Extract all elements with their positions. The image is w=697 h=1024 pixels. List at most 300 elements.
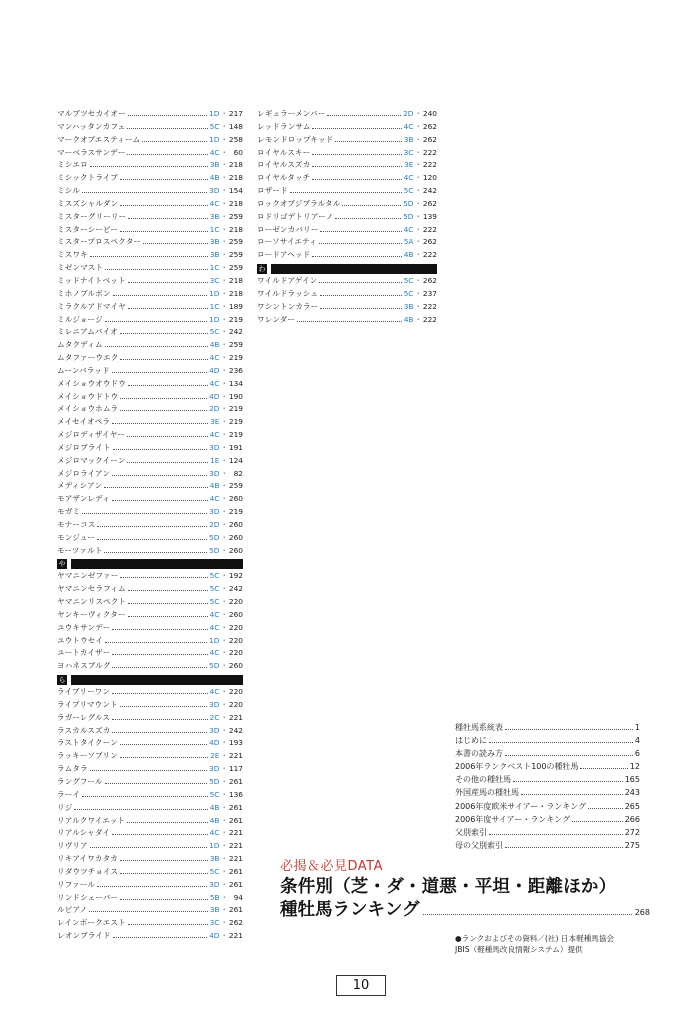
page-ref: 260: [228, 661, 243, 671]
page-ref: 191: [228, 442, 243, 452]
rank-code: 3D: [209, 764, 220, 774]
page-ref: 259: [228, 481, 243, 491]
separator: ・: [220, 378, 228, 388]
index-entry: [57, 789, 243, 802]
page-ref: 236: [228, 365, 243, 375]
leader-dots: [112, 423, 208, 424]
rank-code: 3B: [209, 237, 220, 247]
separator: ・: [414, 211, 422, 221]
horse-name: リアルシャダイ: [57, 828, 111, 838]
index-entry: [57, 172, 243, 185]
separator: ・: [220, 661, 228, 671]
separator: ・: [220, 481, 228, 491]
rank-code: 3D: [209, 879, 220, 889]
leader-dots: [489, 834, 623, 835]
horse-name: ミスターシービー: [57, 224, 119, 234]
toc-item: [455, 773, 640, 786]
toc-page: 165: [624, 775, 640, 785]
horse-name: ミスズシャルダン: [57, 198, 119, 208]
leader-dots: [127, 462, 208, 463]
rank-code: 1C: [209, 301, 220, 311]
separator: ・: [220, 391, 228, 401]
index-entry: [57, 750, 243, 763]
leader-dots: [97, 539, 207, 540]
index-entry: [57, 917, 243, 930]
horse-name: ミッドナイトベット: [57, 275, 126, 285]
rank-code: 3B: [209, 854, 220, 864]
rank-code: 4B: [209, 815, 220, 825]
horse-name: メジロブライト: [57, 442, 111, 452]
separator: ・: [220, 275, 228, 285]
separator: ・: [220, 751, 228, 761]
page-ref: 242: [228, 584, 243, 594]
separator: ・: [220, 571, 228, 581]
horse-name: マルブツセカイオー: [57, 109, 126, 118]
rank-code: 5A: [403, 237, 414, 247]
separator: ・: [220, 314, 228, 324]
rank-code: 5D: [403, 211, 414, 221]
separator: ・: [220, 635, 228, 645]
separator: ・: [414, 186, 422, 196]
feature-page-number: 268: [634, 908, 650, 917]
separator: ・: [414, 224, 422, 234]
index-entry: [57, 776, 243, 789]
index-entry: [57, 737, 243, 750]
separator: ・: [220, 507, 228, 517]
page-ref: 220: [228, 622, 243, 632]
index-entry: [57, 622, 243, 635]
horse-name: ミスタープロスペクター: [57, 237, 142, 247]
horse-name: レッドランサム: [257, 121, 311, 131]
index-entry: [57, 570, 243, 583]
section-bar: [71, 559, 243, 569]
rank-code: 5C: [403, 276, 414, 286]
toc-label: 2006年度欧米サイアー・ランキング: [455, 801, 587, 811]
feature-tag: 必揭＆必見DATA: [280, 859, 383, 874]
horse-name: ラストタイクーン: [57, 738, 118, 748]
rank-code: 3C: [209, 275, 220, 285]
leader-dots: [335, 218, 401, 219]
rank-code: 4C: [209, 622, 220, 632]
feature-block: [280, 858, 650, 921]
index-entry: [57, 262, 243, 275]
horse-name: ローゼンカバリー: [257, 224, 319, 234]
horse-name: リヴリア: [57, 841, 88, 851]
index-entry: [57, 134, 243, 147]
leader-dots: [312, 256, 401, 257]
horse-name: ミラクルアドマイヤ: [57, 301, 126, 311]
rank-code: 5C: [209, 866, 220, 876]
horse-name: ミルジョージ: [57, 314, 103, 324]
leader-dots: [112, 654, 207, 655]
leader-dots: [112, 667, 207, 668]
page-ref: 221: [228, 841, 243, 851]
separator: ・: [220, 841, 228, 851]
separator: ・: [220, 237, 228, 247]
page-ref: 262: [422, 198, 437, 208]
horse-name: ミシックトライブ: [57, 173, 118, 183]
rank-code: 2C: [209, 712, 220, 722]
section-kana: や: [58, 560, 66, 569]
separator: ・: [220, 776, 228, 786]
separator: ・: [220, 365, 228, 375]
leader-dots: [128, 603, 208, 604]
horse-name: ルビアノ: [57, 905, 88, 915]
separator: ・: [220, 250, 228, 260]
toc-item: [455, 839, 640, 852]
index-entry: [57, 147, 243, 160]
rank-code: 3E: [404, 160, 414, 170]
page-ref: 261: [228, 905, 243, 915]
horse-name: ミスターグリーリー: [57, 211, 127, 221]
index-entry: [57, 301, 243, 314]
toc-label: その他の種牡馬: [455, 775, 511, 785]
leader-dots: [128, 115, 207, 116]
horse-name: ミホノブルボン: [57, 288, 111, 298]
index-entry: [57, 391, 243, 404]
leader-dots: [312, 166, 402, 167]
horse-name: メイショウドトウ: [57, 391, 119, 401]
leader-dots: [105, 346, 208, 347]
leader-dots: [112, 475, 207, 476]
page-ref: 262: [422, 276, 437, 286]
toc-page: 12: [629, 762, 640, 772]
toc-page: 4: [634, 736, 640, 746]
rank-code: 2D: [209, 404, 220, 414]
index-entry: [57, 275, 243, 288]
separator: ・: [220, 468, 228, 478]
rank-code: 4D: [209, 365, 220, 375]
separator: ・: [220, 340, 228, 350]
page-ref: 222: [422, 147, 437, 157]
separator: ・: [220, 828, 228, 838]
page-ref: 222: [422, 250, 437, 260]
toc-label: はじめに: [455, 736, 487, 746]
horse-name: ラムタラ: [57, 764, 88, 774]
horse-name: メジロディザイヤー: [57, 430, 126, 440]
leader-dots: [327, 115, 401, 116]
separator: ・: [414, 134, 422, 144]
leader-dots: [105, 269, 207, 270]
separator: ・: [220, 597, 228, 607]
page-ref: 222: [422, 314, 437, 324]
index-entry: [257, 301, 437, 314]
horse-name: モーツァルト: [57, 545, 103, 555]
toc-page: 6: [634, 749, 640, 759]
page-ref: 258: [228, 134, 243, 144]
page-ref: 260: [228, 532, 243, 542]
rank-code: 4C: [209, 687, 220, 697]
horse-name: ムタファーウエク: [57, 353, 119, 363]
rank-code: 5C: [403, 186, 414, 196]
rank-code: 5C: [209, 327, 220, 337]
rank-code: 4B: [209, 173, 220, 183]
separator: ・: [220, 854, 228, 864]
separator: ・: [220, 263, 228, 273]
rank-code: 4C: [403, 224, 414, 234]
leader-dots: [112, 719, 208, 720]
index-entry: [57, 249, 243, 262]
leader-dots: [127, 822, 208, 823]
toc-page: 275: [624, 840, 640, 850]
separator: ・: [220, 301, 228, 311]
page-ref: 94: [233, 892, 243, 902]
leader-dots: [312, 128, 401, 129]
leader-dots: [112, 372, 207, 373]
toc-item: [455, 813, 640, 826]
page-ref: 259: [228, 250, 243, 260]
page-ref: 240: [422, 109, 437, 118]
leader-dots: [320, 308, 401, 309]
page-ref: 222: [422, 301, 437, 311]
leader-dots: [113, 295, 208, 296]
horse-name: ロードアヘッド: [257, 250, 311, 260]
index-entry: [57, 108, 243, 121]
index-entry: [57, 686, 243, 699]
leader-dots: [113, 937, 207, 938]
index-entry: [57, 159, 243, 172]
toc-page: 1: [634, 723, 640, 732]
horse-name: ラングフール: [57, 776, 103, 786]
horse-name: メジロマックイーン: [57, 455, 126, 465]
separator: ・: [414, 301, 422, 311]
rank-code: 2E: [210, 751, 220, 761]
rank-code: 3B: [209, 160, 220, 170]
page-ref: 260: [228, 520, 243, 529]
leader-dots: [90, 166, 208, 167]
page-ref: 134: [228, 378, 243, 388]
credits-line-1: ●ランクおよびその資料／(社) 日本軽種馬協会: [455, 934, 615, 943]
horse-name: ヤマニンセラフィム: [57, 584, 126, 594]
separator: ・: [220, 648, 228, 658]
index-entry: [57, 827, 243, 840]
rank-code: 3D: [209, 468, 220, 478]
section-bar: [71, 675, 243, 685]
rank-code: 4C: [209, 494, 220, 504]
index-entry: [57, 583, 243, 596]
rank-code: 4C: [209, 198, 220, 208]
section-bar: [271, 264, 437, 274]
rank-code: 3B: [209, 905, 220, 915]
index-entry: [57, 468, 243, 481]
horse-name: ラスカルスズカ: [57, 725, 111, 735]
index-entry: [257, 108, 437, 121]
rank-code: 4C: [209, 609, 220, 619]
leader-dots: [74, 809, 207, 810]
feature-title-line2: 種牡馬ランキング: [280, 900, 420, 920]
page-ref: 189: [228, 301, 243, 311]
separator: ・: [414, 160, 422, 170]
separator: ・: [220, 789, 228, 799]
horse-name: ミスワキ: [57, 250, 88, 260]
horse-name: メジロライアン: [57, 468, 111, 478]
rank-code: 5D: [209, 776, 220, 786]
separator: ・: [414, 173, 422, 183]
horse-name: メイショウホムラ: [57, 404, 119, 414]
index-entry: [57, 545, 243, 558]
leader-dots: [505, 847, 623, 848]
separator: ・: [220, 494, 228, 504]
page-ref: 218: [228, 160, 243, 170]
page-ref: 262: [228, 918, 243, 928]
horse-name: モアザンレディ: [57, 494, 110, 504]
toc-page: 243: [624, 788, 640, 798]
horse-name: リキアイワカタカ: [57, 854, 118, 864]
horse-name: ワイルドラッシュ: [257, 288, 319, 298]
page-ref: 260: [228, 545, 243, 555]
rank-code: 1D: [209, 635, 220, 645]
horse-name: ミシル: [57, 186, 80, 196]
leader-dots: [319, 282, 401, 283]
index-entry: [57, 725, 243, 738]
feature-title-row: [280, 899, 650, 921]
rank-code: 3C: [209, 918, 220, 928]
index-entry: [57, 480, 243, 493]
rank-code: 5D: [209, 532, 220, 542]
page-ref: 220: [228, 699, 243, 709]
rank-code: 5D: [209, 661, 220, 671]
index-column-2: [257, 108, 437, 326]
page-ref: 192: [228, 571, 243, 581]
leader-dots: [127, 128, 207, 129]
horse-name: マーベラスサンデー: [57, 147, 126, 157]
index-entry: [57, 288, 243, 301]
page-ref: 218: [228, 275, 243, 285]
page-ref: 120: [422, 173, 437, 183]
leader-dots: [82, 513, 207, 514]
page-ref: 222: [422, 224, 437, 234]
leader-dots: [128, 385, 208, 386]
rank-code: 4C: [209, 828, 220, 838]
index-entry: [57, 365, 243, 378]
horse-name: ロックオブジブラルタル: [257, 198, 341, 208]
index-entry: [57, 326, 243, 339]
toc-page: 265: [624, 801, 640, 811]
index-entry: [257, 134, 437, 147]
page-ref: 219: [228, 314, 243, 324]
index-entry: [257, 275, 437, 288]
leader-dots: [120, 410, 207, 411]
toc-label: 2006年度サイアー・ランキング: [455, 814, 571, 824]
separator: ・: [220, 584, 228, 594]
rank-code: 4C: [209, 378, 220, 388]
rank-code: 3D: [209, 442, 220, 452]
rank-code: 3B: [403, 134, 414, 144]
page-ref: 117: [228, 764, 243, 774]
horse-name: ロイヤルスズカ: [257, 160, 311, 170]
page-ref: 260: [228, 609, 243, 619]
rank-code: 4D: [209, 738, 220, 748]
index-entry: [57, 429, 243, 442]
leader-dots: [112, 629, 207, 630]
page-ref: 218: [228, 224, 243, 234]
toc-page: 272: [624, 827, 640, 837]
leader-dots: [120, 231, 208, 232]
page-ref: 220: [228, 597, 243, 607]
index-entry: [257, 211, 437, 224]
rank-code: 4C: [209, 430, 220, 440]
separator: ・: [220, 545, 228, 555]
toc-label: 2006年ランクベスト100の種牡馬: [455, 762, 579, 772]
page-ref: 262: [422, 237, 437, 247]
horse-name: ワレンダー: [257, 314, 295, 324]
index-entry: [57, 904, 243, 917]
index-entry: [57, 802, 243, 815]
horse-name: メディシアン: [57, 481, 103, 491]
toc-item: [455, 760, 640, 773]
leader-dots: [120, 205, 207, 206]
page-ref: 220: [228, 687, 243, 697]
separator: ・: [220, 198, 228, 208]
leader-dots: [120, 860, 208, 861]
horse-name: ロザード: [257, 186, 288, 196]
rank-code: 5C: [209, 584, 220, 594]
rank-code: 2D: [403, 109, 414, 118]
separator: ・: [220, 186, 228, 196]
toc-label: 種牡馬系統表: [455, 723, 503, 732]
separator: ・: [414, 198, 422, 208]
index-entry: [57, 596, 243, 609]
separator: ・: [220, 725, 228, 735]
separator: ・: [220, 609, 228, 619]
leader-dots: [290, 192, 402, 193]
leader-dots: [297, 321, 402, 322]
index-entry: [57, 519, 243, 532]
leader-dots: [580, 768, 627, 769]
page-ref: 154: [228, 186, 243, 196]
page-ref: 219: [228, 417, 243, 427]
horse-name: ロドリゴデトリアーノ: [257, 211, 334, 221]
page-ref: 259: [228, 211, 243, 221]
horse-name: レギュラーメンバー: [257, 109, 326, 118]
leader-dots: [513, 781, 623, 782]
leader-dots: [90, 770, 207, 771]
leader-dots: [90, 256, 208, 257]
leader-dots: [112, 732, 207, 733]
horse-name: リファール: [57, 879, 96, 889]
index-entry: [57, 442, 243, 455]
separator: ・: [220, 404, 228, 414]
leader-dots: [120, 577, 207, 578]
page-ref: 259: [228, 340, 243, 350]
credits: [455, 933, 685, 955]
horse-name: メイショウオウドウ: [57, 378, 126, 388]
horse-name: メイセイオペラ: [57, 417, 111, 427]
leader-dots: [489, 742, 633, 743]
leader-dots: [143, 243, 208, 244]
leader-dots: [112, 834, 208, 835]
index-entry: [57, 840, 243, 853]
page-ref: 218: [228, 198, 243, 208]
leader-dots: [105, 783, 207, 784]
rank-code: 4C: [403, 173, 414, 183]
page-ref: 193: [228, 738, 243, 748]
leader-dots: [90, 847, 207, 848]
separator: ・: [414, 237, 422, 247]
separator: ・: [220, 931, 228, 941]
rank-code: 3D: [209, 699, 220, 709]
index-entry: [57, 352, 243, 365]
index-entry: [57, 211, 243, 224]
leader-dots: [128, 924, 208, 925]
horse-name: ユウトウセイ: [57, 635, 103, 645]
rank-code: 4C: [209, 353, 220, 363]
credits-line-2: JBIS（軽種馬改良情報システム）提供: [455, 945, 583, 954]
horse-name: ムタクディム: [57, 340, 103, 350]
page-ref: 220: [228, 648, 243, 658]
page-number: 10: [336, 975, 386, 996]
index-entry: [57, 699, 243, 712]
